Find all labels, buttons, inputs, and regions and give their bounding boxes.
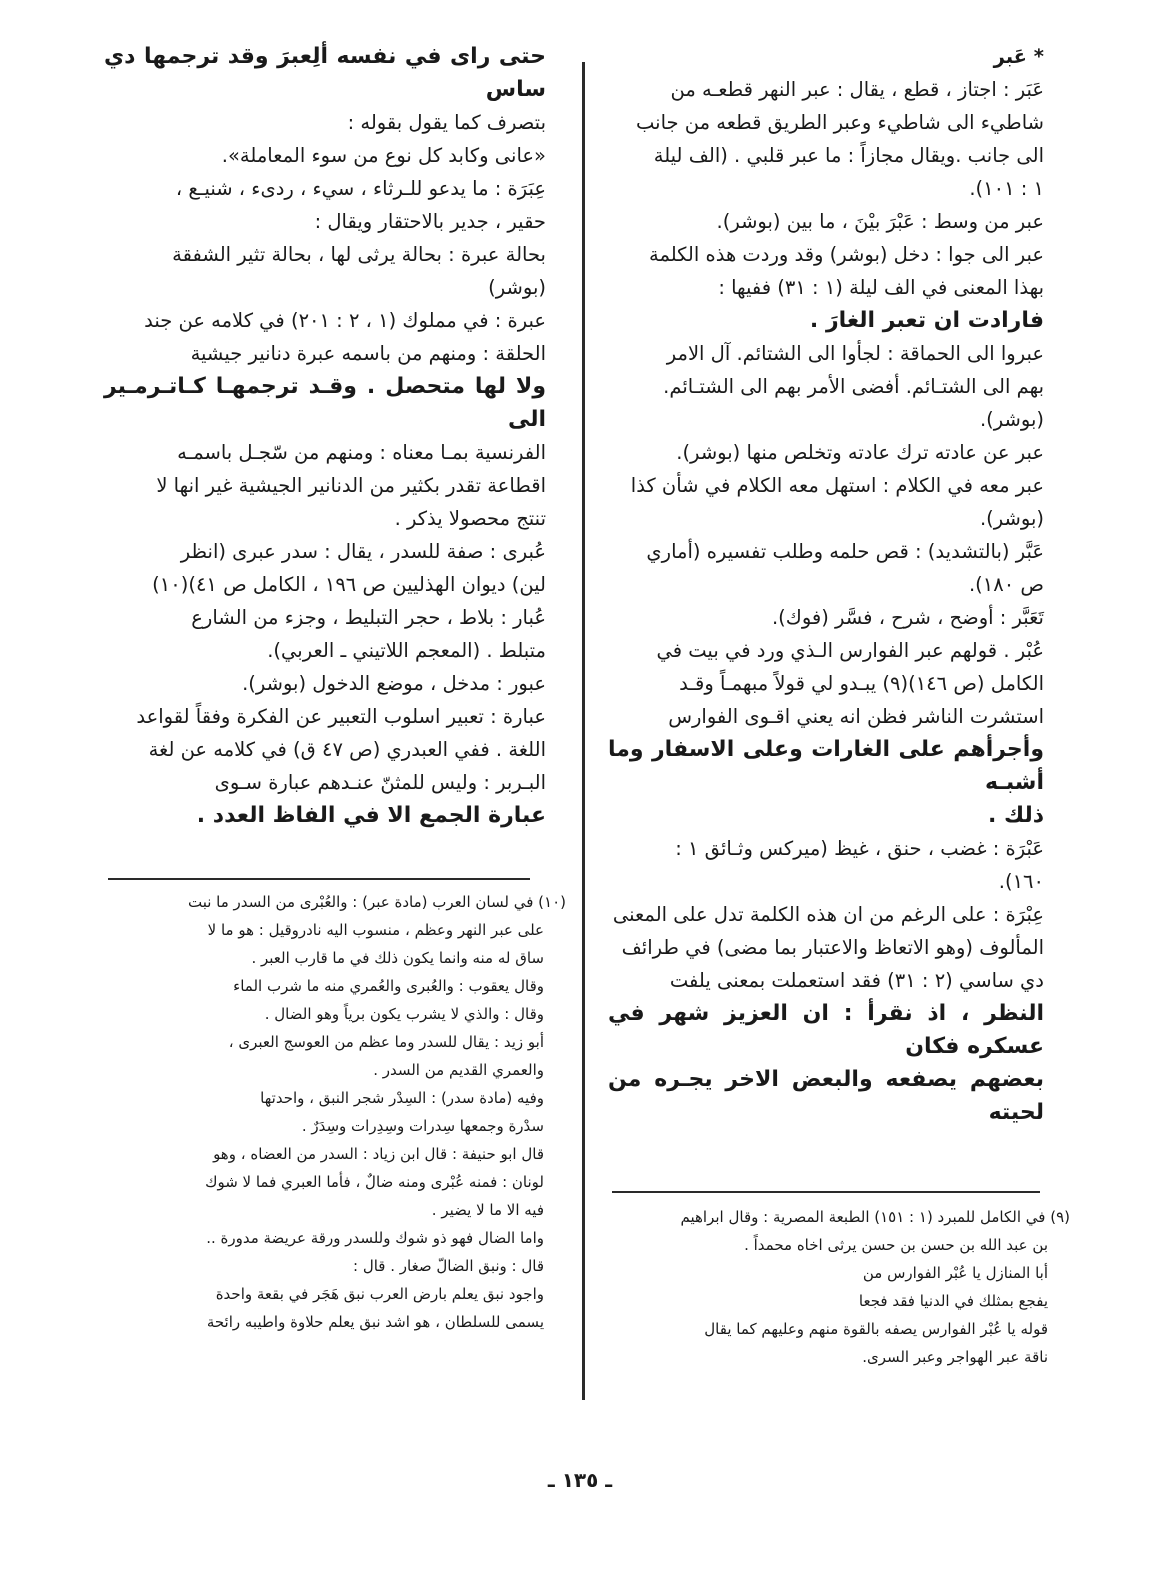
right-column — [608, 40, 1044, 1129]
text-line: استشرت الناشر فظن انه يعني اقـوى الفوارس — [668, 705, 1044, 728]
footnote-line: واجود نبق يعلم بارض العرب نبق هَجَر في بقعة واحدة — [215, 1285, 544, 1303]
text-line: عبارة الجمع الا في الفاظ العدد . — [196, 803, 546, 828]
text-line: ذلك . — [987, 803, 1044, 828]
text-line: عبر الى جوا : دخل (بوشر) وقد وردت هذه الكلمة — [648, 243, 1044, 266]
footnote-line: أبو زيد : يقال للسدر وما عظم من العوسج العبرى ، — [228, 1033, 544, 1051]
text-line: الحلقة : ومنهم من باسمه عبرة دنانير جيشية — [190, 342, 546, 365]
text-line: (بوشر). — [979, 507, 1044, 530]
text-line: النظر ، اذ نقرأ : ان العزيز شهر في عسكره فكان — [608, 1001, 1044, 1059]
text-line: (بوشر). — [979, 408, 1044, 431]
text-line: اللغة . ففي العبدري (ص ٤٧ ق) في كلامه عن لغة — [148, 738, 546, 761]
text-line: اقطاعة تقدر بكثير من الدنانير الجيشية غير انها لا — [156, 474, 546, 497]
text-line: الى جانب .ويقال مجازاً : ما عبر قلبي . (الف ليلة — [653, 144, 1044, 167]
right-column-body — [608, 73, 1044, 1129]
text-line: عَبَر : اجتاز ، قطع ، يقال : عبر النهر قطعـه من — [670, 78, 1044, 101]
text-line: البـربر : وليس للمثنّ عنـدهم عبارة سـوى — [214, 771, 546, 794]
entry-header: * عَبر — [993, 45, 1044, 68]
text-line: عبر عن عادته ترك عادته وتخلص منها (بوشر). — [676, 441, 1044, 464]
text-line: عُبرى : صفة للسدر ، يقال : سدر عبرى (انظر — [180, 540, 546, 563]
text-line: عبور : مدخل ، موضع الدخول (بوشر). — [242, 672, 546, 695]
right-footnote-rule — [612, 1191, 1040, 1193]
text-line: متبلط . (المعجم اللاتيني ـ العربي). — [267, 639, 546, 662]
footnote-line: يفجع بمثلك في الدنيا فقد فجعا — [858, 1292, 1048, 1310]
left-footnotes — [96, 888, 566, 1336]
footnote-line: وقال : والذي لا يشرب يكون برياً وهو الضال . — [264, 1005, 544, 1023]
footnote-line: قال : ونبق الضالّ صغار . قال : — [353, 1257, 544, 1275]
text-line: الكامل (ص ١٤٦)(٩) يبـدو لي قولاً مبهمـاً وقـد — [679, 672, 1044, 695]
footnote-line: (٩) في الكامل للمبرد (١ : ١٥١) الطبعة المصرية : وقال ابراهيم — [680, 1208, 1070, 1226]
text-line: عبروا الى الحماقة : لجأوا الى الشتائم. آل الامر — [666, 342, 1044, 365]
footnote-line: وفيه (مادة سدر) : السِدْر شجر النبق ، واحدتها — [260, 1089, 544, 1107]
left-column-body — [104, 40, 546, 832]
text-line: المألوف (وهو الاتعاظ والاعتبار بما مضى) في طرائف — [621, 936, 1044, 959]
text-line: ص ١٨٠). — [968, 573, 1044, 596]
footnote-line: أبا المنازل يا عُبْر الفوارس من — [862, 1264, 1048, 1282]
left-column — [104, 40, 546, 832]
text-line: عبرة : في مملوك (١ ، ٢ : ٢٠١) في كلامه عن جند — [144, 309, 546, 332]
footnote-line: فيه الا ما لا يضير . — [431, 1201, 544, 1219]
footnote-line: قال ابو حنيفة : قال ابن زياد : السدر من العضاه ، وهو — [213, 1145, 544, 1163]
footnote-line: قوله يا عُبْر الفوارس يصفه بالقوة منهم وعليهم كما يقال — [704, 1320, 1048, 1338]
footnote-line: والعمري القديم من السدر . — [373, 1061, 544, 1079]
text-line: عبر معه في الكلام : استهل معه الكلام في شأن كذا — [630, 474, 1044, 497]
text-line: «عانى وكابد كل نوع من سوء المعاملة». — [221, 144, 546, 167]
page-number: ـ ١٣٥ ـ — [547, 1468, 613, 1492]
footnote-line: واما الضال فهو ذو شوك وللسدر ورقة عريضة مدورة .. — [206, 1229, 544, 1247]
text-line: لين) ديوان الهذليين ص ١٩٦ ، الكامل ص ٤١)(١٠) — [152, 573, 546, 596]
text-line: عَبَّر (بالتشديد) : قص حلمه وطلب تفسيره (أماري — [646, 540, 1044, 563]
text-line: الفرنسية بمـا معناه : ومنهم من سّجـل باسمـه — [177, 441, 546, 464]
text-line: عَبْرَة : غضب ، حنق ، غيظ (ميركس وثـائق ١ : — [675, 837, 1044, 860]
footnote-line: يسمى للسلطان ، هو اشد نبق يعلم حلاوة واطيبه رائحة — [206, 1313, 544, 1331]
text-line: (بوشر) — [488, 276, 546, 299]
text-line: تنتج محصولا يذكر . — [394, 507, 546, 530]
text-line: عبر من وسط : عَبْرَ بيْنَ ، ما بين (بوشر). — [716, 210, 1044, 233]
text-line: شاطيء الى شاطيء وعبر الطريق قطعه من جانب — [636, 111, 1044, 134]
text-line: بهذا المعنى في الف ليلة (١ : ٣١) ففيها : — [718, 276, 1044, 299]
text-line: عبارة : تعبير اسلوب التعبير عن الفكرة وفقاً لقواعد — [136, 705, 546, 728]
text-line: حقير ، جدير بالاحتقار ويقال : — [314, 210, 546, 233]
text-line: وأجرأهم على الغارات وعلى الاسفار وما أشبـه — [608, 737, 1044, 795]
text-line: بهم الى الشتـائم. أفضى الأمر بهم الى الشتـائم. — [663, 375, 1044, 398]
column-divider — [582, 62, 585, 1400]
footnote-line: سدْرة وجمعها سِدرات وسِدِرات وسِدَرٌ . — [301, 1117, 544, 1135]
footnote-line: (١٠) في لسان العرب (مادة عبر) : والعُبْرى من السدر ما نبت — [187, 893, 566, 911]
text-line: تَعَبَّر : أوضح ، شرح ، فسَّر (فوك). — [771, 606, 1044, 629]
text-line: حتى راى في نفسه ألِعبرَ وقد ترجمها دي ساس — [104, 44, 546, 102]
text-line: فارادت ان تعبر الغارَ . — [809, 308, 1044, 333]
text-line: عُبْر . قولهم عبر الفوارس الـذي ورد في بيت في — [656, 639, 1044, 662]
left-footnote-rule — [108, 878, 530, 880]
text-line: عُبار : بلاط ، حجر التبليط ، وجزء من الشارع — [191, 606, 546, 629]
right-footnotes — [620, 1203, 1070, 1371]
footnote-line: ناقة عبر الهواجر وعبر السرى. — [862, 1348, 1048, 1366]
footnote-line: وقال يعقوب : والعُبرى والعُمري منه ما شرب الماء — [233, 977, 544, 995]
text-line: بحالة عبرة : بحالة يرثى لها ، بحالة تثير الشفقة — [172, 243, 546, 266]
footnote-line: لونان : فمنه عُبْرى ومنه ضالٌ ، فأما العبري فما لا شوك — [205, 1173, 544, 1191]
text-line: عِبْرَة : على الرغم من ان هذه الكلمة تدل على المعنى — [612, 903, 1044, 926]
footnote-line: بن عبد الله بن حسن بن حسن يرثى اخاه محمداً . — [744, 1236, 1048, 1254]
text-line: ولا لها متحصل . وقـد ترجمهـا كـاتـرمـير الى — [104, 374, 546, 432]
text-line: ١٦٠). — [998, 870, 1044, 893]
footnote-line: ساق له منه وانما يكون ذلك في ما قارب العبر . — [251, 949, 544, 967]
text-line: بعضهم يصفعه والبعض الاخر يجـره من لحيته — [608, 1067, 1044, 1125]
text-line: بتصرف كما يقول بقوله : — [347, 111, 546, 134]
footnote-line: على عبر النهر وعظم ، منسوب اليه نادروقيل : هو ما لا — [207, 921, 544, 939]
text-line: ١ : ١٠١). — [969, 177, 1044, 200]
text-line: دي ساسي (٢ : ٣١) فقد استعملت بمعنى يلفت — [669, 969, 1044, 992]
text-line: عِبَرَة : ما يدعو للـرثاء ، سيء ، ردىء ، شنيـع ، — [175, 177, 546, 200]
